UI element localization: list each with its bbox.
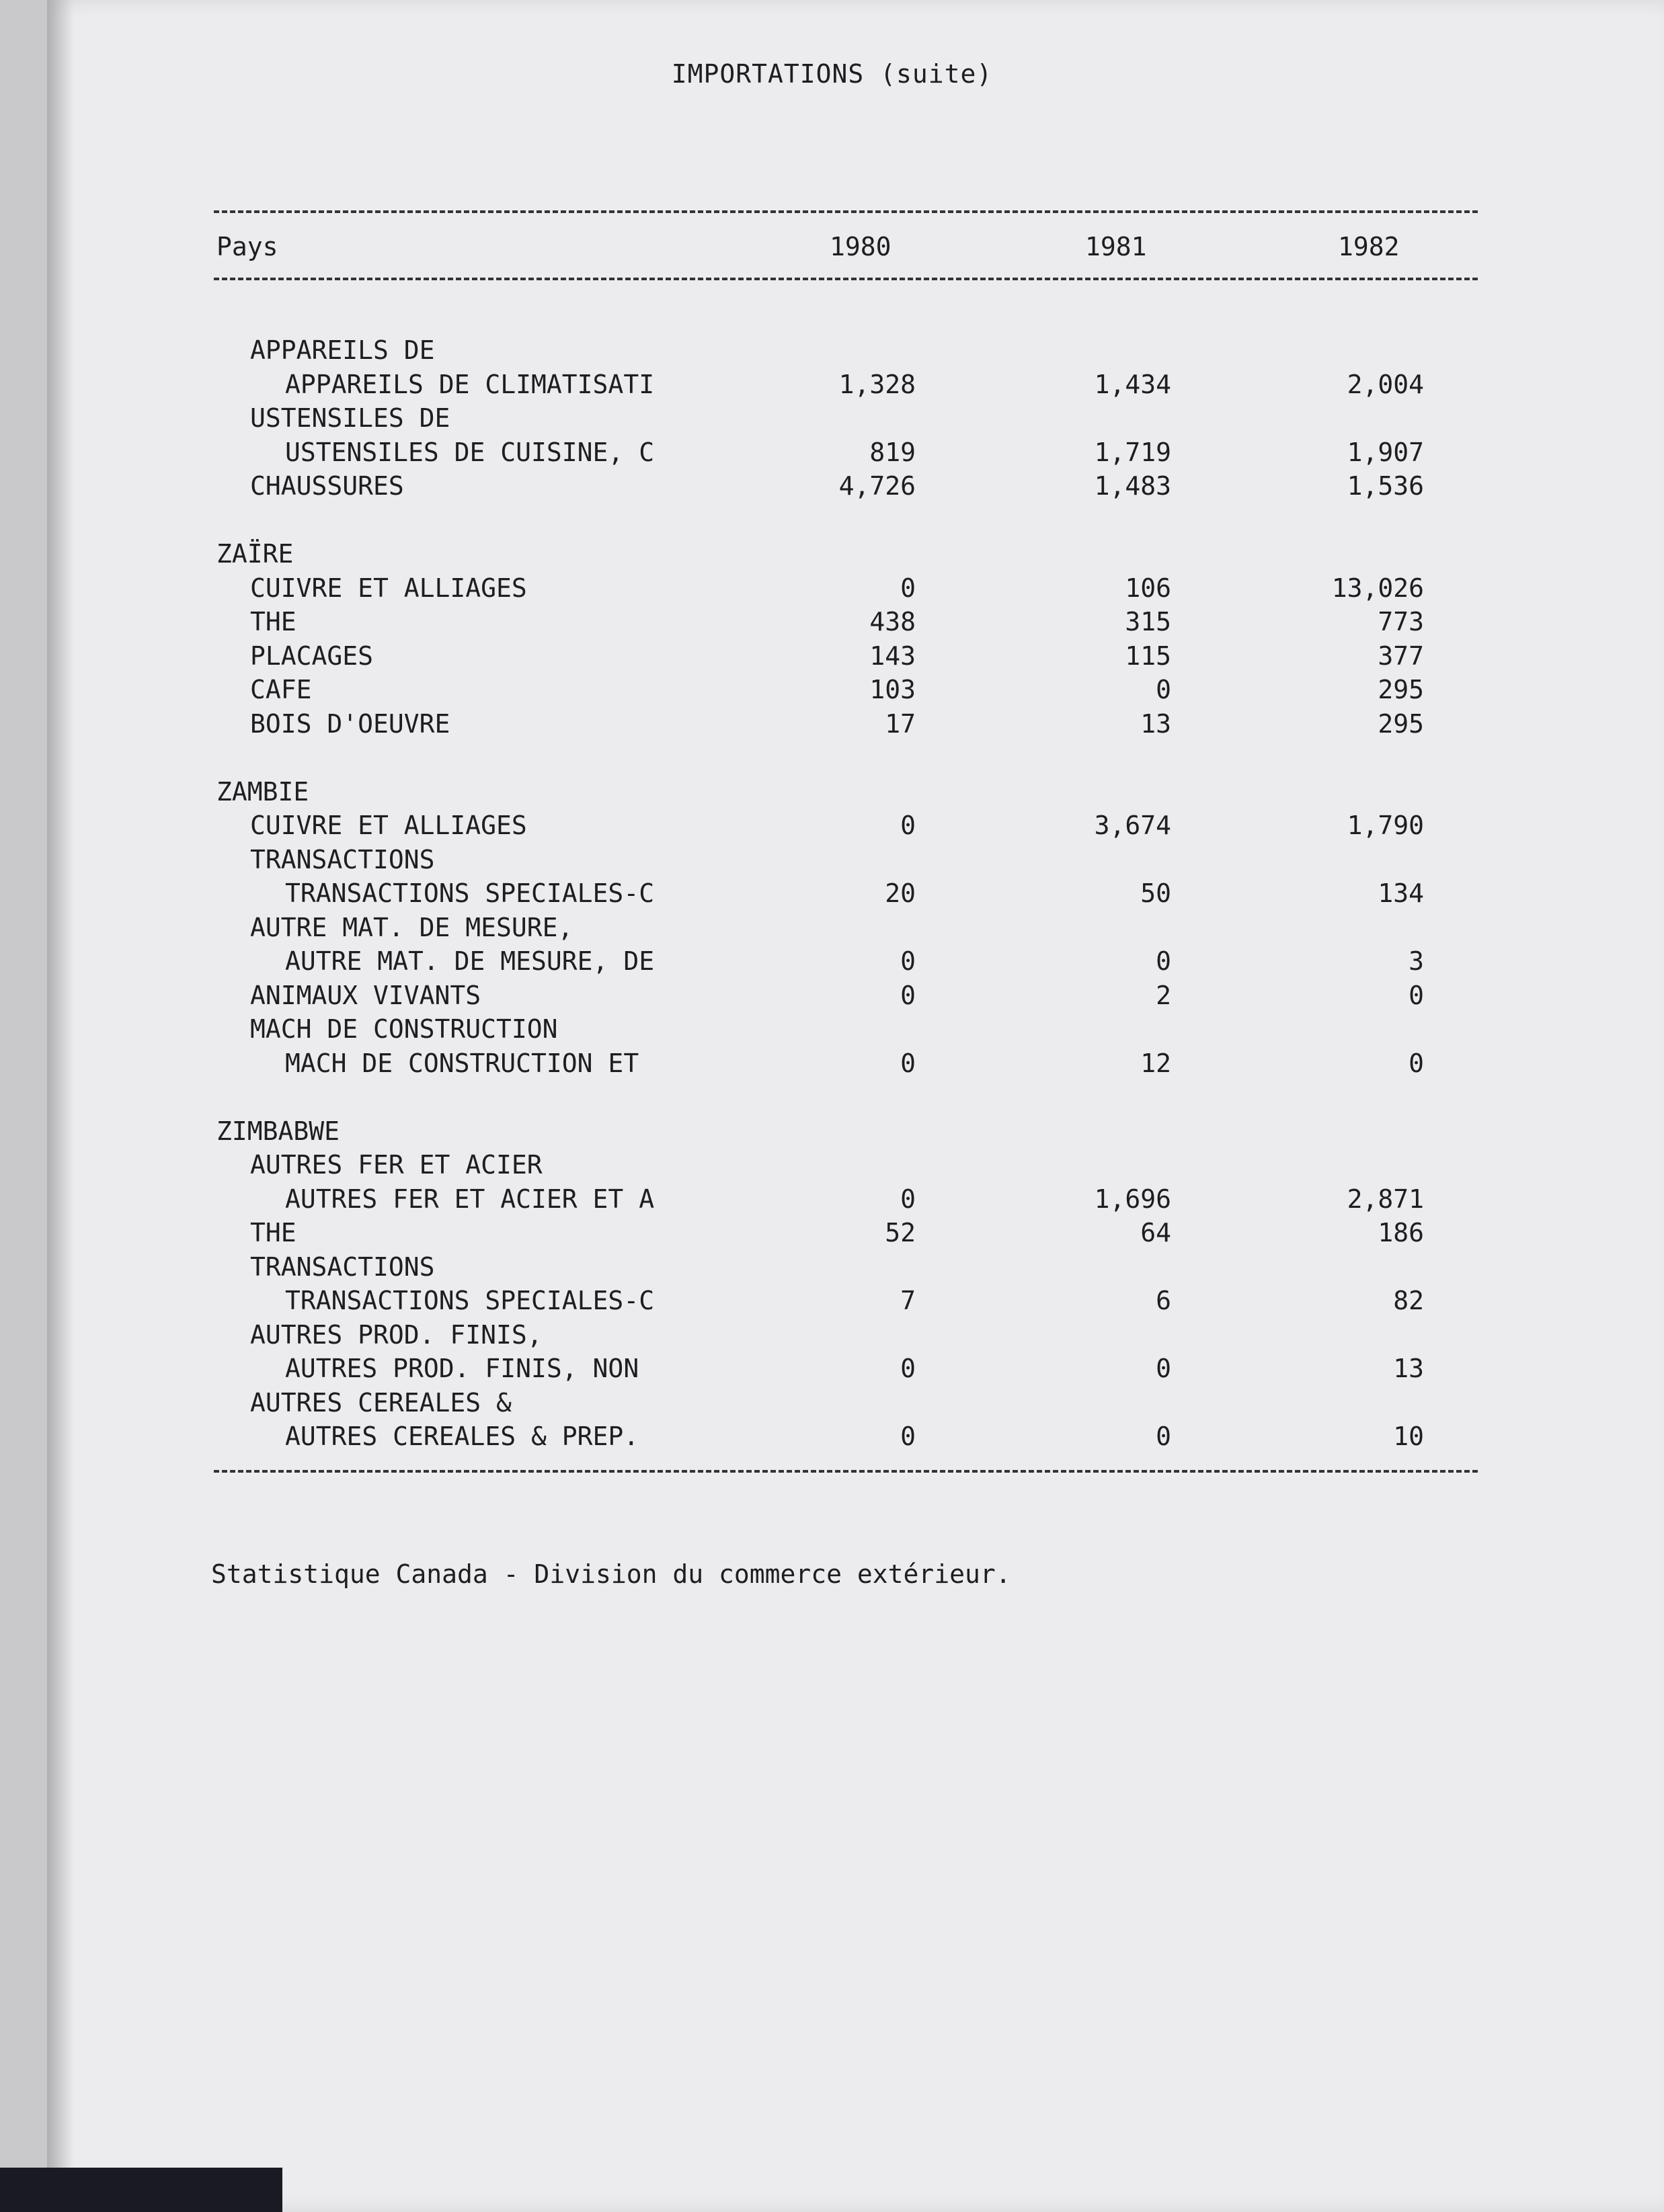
value-1980: 143	[869, 641, 916, 671]
row-label: MACH DE CONSTRUCTION	[250, 1014, 558, 1044]
row-label: USTENSILES DE	[250, 403, 450, 433]
value-1981: 2	[1156, 981, 1171, 1010]
value-1980: 819	[869, 438, 916, 467]
row-label: PLACAGES	[250, 641, 374, 671]
value-1981: 13	[1140, 709, 1171, 739]
value-1980: 438	[869, 607, 916, 637]
value-1982: 295	[1378, 675, 1424, 704]
row-label: APPAREILS DE CLIMATISATI	[285, 370, 655, 399]
value-1981: 0	[1156, 946, 1171, 976]
value-1980: 0	[900, 981, 916, 1010]
value-1982: 13	[1393, 1354, 1424, 1383]
value-1981: 6	[1156, 1286, 1171, 1315]
row-label: TRANSACTIONS	[250, 845, 435, 874]
value-1981: 0	[1156, 1354, 1171, 1383]
value-1980: 0	[900, 1184, 916, 1214]
value-1980: 4,726	[838, 471, 916, 501]
row-label: AUTRE MAT. DE MESURE,	[250, 913, 573, 942]
row-label: BOIS D'OEUVRE	[250, 709, 450, 739]
value-1982: 1,907	[1347, 438, 1424, 467]
table-header-rule	[214, 278, 1478, 280]
source-note: Statistique Canada - Division du commerce extérieur.	[211, 1559, 1011, 1589]
value-1980: 0	[900, 946, 916, 976]
row-label: ZAÏRE	[216, 539, 294, 569]
value-1982: 13,026	[1331, 573, 1424, 603]
header-country: Pays	[216, 232, 278, 261]
row-label: MACH DE CONSTRUCTION ET	[285, 1049, 639, 1078]
row-label: TRANSACTIONS	[250, 1252, 435, 1282]
value-1982: 82	[1393, 1286, 1424, 1315]
value-1980: 1,328	[838, 370, 916, 399]
header-1980: 1980	[830, 232, 892, 261]
value-1981: 50	[1140, 878, 1171, 908]
value-1982: 1,536	[1347, 471, 1424, 501]
value-1982: 773	[1378, 607, 1424, 637]
row-label: AUTRE MAT. DE MESURE, DE	[285, 946, 655, 976]
value-1981: 115	[1125, 641, 1171, 671]
value-1982: 186	[1378, 1218, 1424, 1247]
value-1981: 12	[1140, 1049, 1171, 1078]
row-label: CHAUSSURES	[250, 471, 404, 501]
value-1982: 3	[1409, 946, 1424, 976]
header-1982: 1982	[1338, 232, 1400, 261]
value-1982: 0	[1409, 1049, 1424, 1078]
value-1982: 2,004	[1347, 370, 1424, 399]
row-label: TRANSACTIONS SPECIALES-C	[285, 878, 655, 908]
value-1981: 1,696	[1094, 1184, 1171, 1214]
row-label: AUTRES CEREALES &	[250, 1388, 512, 1418]
row-label: APPAREILS DE	[250, 335, 435, 365]
value-1980: 0	[900, 811, 916, 840]
value-1981: 1,483	[1094, 471, 1171, 501]
value-1982: 0	[1409, 981, 1424, 1010]
value-1980: 7	[900, 1286, 916, 1315]
document-page	[47, 0, 1664, 2212]
value-1982: 377	[1378, 641, 1424, 671]
row-label: THE	[250, 1218, 296, 1247]
row-label: AUTRES FER ET ACIER ET A	[285, 1184, 655, 1214]
value-1981: 64	[1140, 1218, 1171, 1247]
value-1980: 0	[900, 1422, 916, 1451]
row-label: CUIVRE ET ALLIAGES	[250, 573, 527, 603]
value-1982: 2,871	[1347, 1184, 1424, 1214]
value-1981: 1,434	[1094, 370, 1171, 399]
row-label: TRANSACTIONS SPECIALES-C	[285, 1286, 655, 1315]
row-label: THE	[250, 607, 296, 637]
table-top-rule	[214, 210, 1478, 213]
value-1982: 10	[1393, 1422, 1424, 1451]
row-label: AUTRES PROD. FINIS, NON	[285, 1354, 639, 1383]
value-1980: 17	[885, 709, 916, 739]
value-1980: 103	[869, 675, 916, 704]
row-label: USTENSILES DE CUISINE, C	[285, 438, 655, 467]
row-label: CAFE	[250, 675, 312, 704]
header-1981: 1981	[1085, 232, 1147, 261]
value-1980: 52	[885, 1218, 916, 1247]
value-1982: 134	[1378, 878, 1424, 908]
table-bottom-rule	[214, 1470, 1478, 1473]
row-label: AUTRES PROD. FINIS,	[250, 1320, 543, 1350]
row-label: ZIMBABWE	[216, 1116, 340, 1146]
page-edge-shadow	[0, 2168, 282, 2212]
value-1982: 295	[1378, 709, 1424, 739]
value-1980: 0	[900, 573, 916, 603]
value-1981: 3,674	[1094, 811, 1171, 840]
value-1980: 0	[900, 1354, 916, 1383]
row-label: CUIVRE ET ALLIAGES	[250, 811, 527, 840]
value-1980: 0	[900, 1049, 916, 1078]
row-label: ZAMBIE	[216, 777, 309, 807]
value-1981: 315	[1125, 607, 1171, 637]
page-title: IMPORTATIONS (suite)	[671, 59, 993, 89]
row-label: AUTRES FER ET ACIER	[250, 1150, 543, 1180]
row-label: AUTRES CEREALES & PREP.	[285, 1422, 639, 1451]
value-1981: 106	[1125, 573, 1171, 603]
value-1981: 1,719	[1094, 438, 1171, 467]
value-1982: 1,790	[1347, 811, 1424, 840]
value-1981: 0	[1156, 675, 1171, 704]
value-1980: 20	[885, 878, 916, 908]
value-1981: 0	[1156, 1422, 1171, 1451]
row-label: ANIMAUX VIVANTS	[250, 981, 481, 1010]
